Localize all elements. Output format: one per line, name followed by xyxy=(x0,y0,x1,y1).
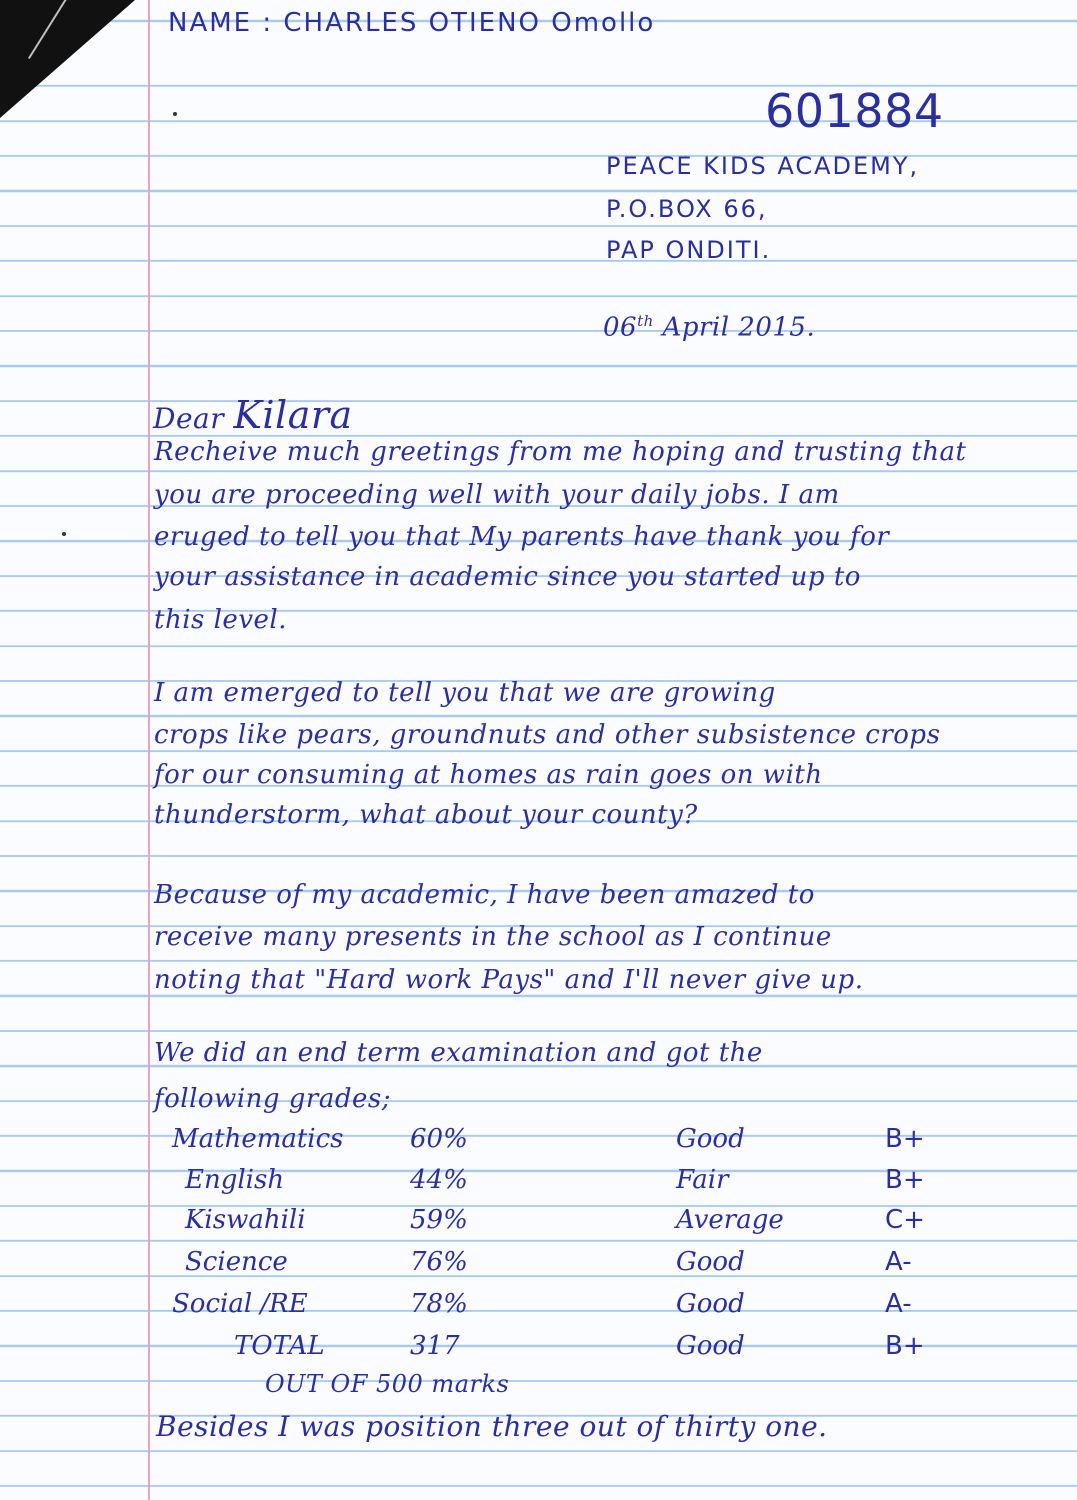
grade-remark: Average xyxy=(676,1205,784,1235)
student-name-line: NAME : CHARLES OTIENO Omollo xyxy=(168,8,656,38)
paragraph1-line: eruged to tell you that My parents have thank you for xyxy=(154,522,890,552)
grade-row-mathematics xyxy=(0,1124,1077,1164)
recipient-name: Kilara xyxy=(233,393,353,437)
grade-score: 317 xyxy=(410,1331,460,1361)
grade-score: 44% xyxy=(410,1165,468,1195)
paragraph2-line: for our consuming at homes as rain goes on with xyxy=(154,760,823,790)
grade-letter: B+ xyxy=(885,1124,925,1154)
grade-row-science xyxy=(0,1247,1077,1287)
grade-remark: Fair xyxy=(676,1165,729,1195)
salutation-word: Dear xyxy=(153,402,225,435)
grade-subject: Science xyxy=(185,1247,288,1277)
paragraph1-line: you are proceeding well with your daily jobs. I am xyxy=(154,480,840,510)
closing-line: Besides I was position three out of thirty one. xyxy=(156,1410,828,1443)
paragraph2-line: crops like pears, groundnuts and other subsistence crops xyxy=(154,720,941,750)
grade-subject: English xyxy=(185,1165,285,1195)
ink-speck xyxy=(173,112,177,116)
date-suffix: th xyxy=(637,312,654,330)
reference-number: 601884 xyxy=(765,84,944,138)
grade-score: 59% xyxy=(410,1205,468,1235)
paragraph1-line: this level. xyxy=(154,605,287,635)
grade-subject: Mathematics xyxy=(172,1124,344,1154)
grade-row-total xyxy=(0,1331,1077,1371)
grade-score: 78% xyxy=(410,1289,468,1319)
date-day: 06 xyxy=(603,312,638,343)
ink-speck xyxy=(62,532,66,536)
grade-letter: B+ xyxy=(885,1331,925,1361)
grade-letter: A- xyxy=(885,1289,912,1319)
paragraph1-line: your assistance in academic since you started up to xyxy=(154,562,861,592)
paragraph3-line: receive many presents in the school as I continue xyxy=(154,922,832,952)
paragraph3-line: noting that "Hard work Pays" and I'll never give up. xyxy=(154,965,864,995)
grade-letter: A- xyxy=(885,1247,912,1277)
grade-row-english xyxy=(0,1165,1077,1205)
paragraph4-line: We did an end term examination and got the xyxy=(154,1038,763,1068)
address-line-school: PEACE KIDS ACADEMY, xyxy=(606,152,920,180)
grade-row-social-re xyxy=(0,1289,1077,1329)
address-line-town: PAP ONDITI. xyxy=(606,236,772,264)
paragraph4-line: following grades; xyxy=(154,1084,391,1114)
grade-remark: Good xyxy=(676,1331,745,1361)
grade-row-kiswahili xyxy=(0,1205,1077,1245)
address-line-pobox: P.O.BOX 66, xyxy=(606,195,768,223)
grade-score: 60% xyxy=(410,1124,468,1154)
paragraph1-line: Recheive much greetings from me hoping and trusting that xyxy=(154,437,967,467)
paragraph2-line: thunderstorm, what about your county? xyxy=(154,800,698,830)
grade-letter: B+ xyxy=(885,1165,925,1195)
grade-remark: Good xyxy=(676,1247,745,1277)
grade-remark: Good xyxy=(676,1289,745,1319)
grade-subject: Social /RE xyxy=(172,1289,308,1319)
total-out-of: OUT OF 500 marks xyxy=(265,1370,510,1398)
grade-letter: C+ xyxy=(885,1205,925,1235)
paragraph2-line: I am emerged to tell you that we are growing xyxy=(154,678,776,708)
paragraph3-line: Because of my academic, I have been amazed to xyxy=(154,880,815,910)
folded-corner xyxy=(0,0,135,118)
grade-subject: Kiswahili xyxy=(185,1205,306,1235)
letter-date xyxy=(603,312,815,343)
salutation xyxy=(153,393,353,437)
grade-score: 76% xyxy=(410,1247,468,1277)
date-month-year: April 2015. xyxy=(653,312,816,343)
grade-remark: Good xyxy=(676,1124,745,1154)
grade-subject: TOTAL xyxy=(234,1331,325,1361)
